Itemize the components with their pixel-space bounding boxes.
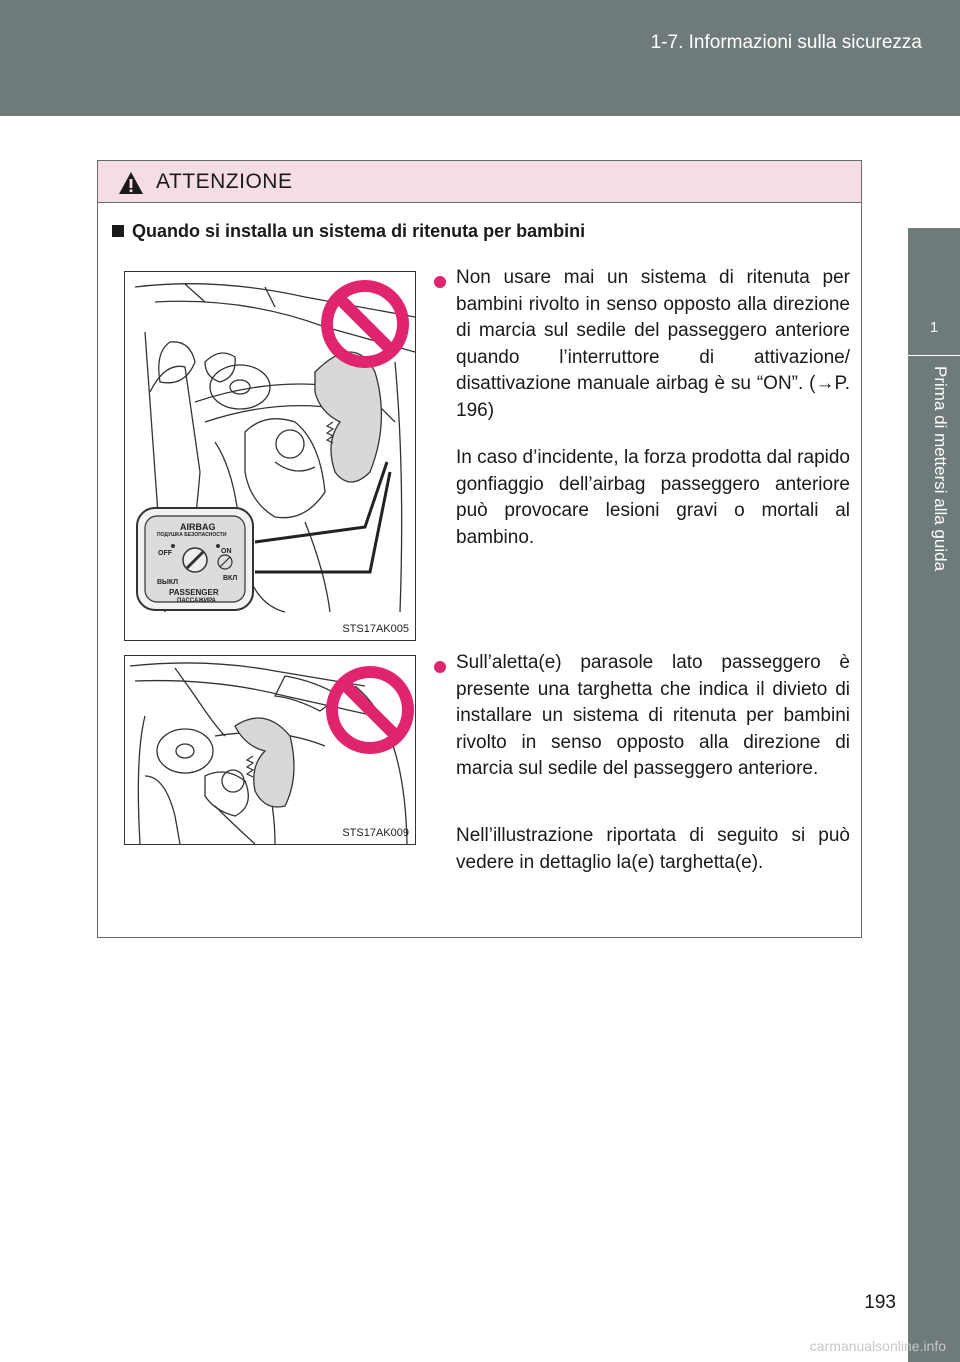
warning-triangle-icon <box>118 171 144 195</box>
illustration-sun-visor <box>124 655 416 845</box>
switch-label-passenger: PASSENGER <box>169 588 219 597</box>
chapter-number-tab <box>908 228 960 356</box>
warning-box <box>97 160 862 938</box>
switch-label-airbag: AIRBAG <box>180 522 216 532</box>
section-title: 1-7. Informazioni sulla sicurezza <box>650 32 922 53</box>
square-bullet-icon <box>112 225 124 237</box>
section-heading <box>112 221 585 242</box>
car-interior-sun-visor-illustration <box>125 656 415 844</box>
switch-label-off: OFF <box>158 550 172 557</box>
illustration-airbag-switch <box>124 271 416 641</box>
header-bar <box>0 0 960 116</box>
switch-label-passenger-ru: ПАССАЖИРА <box>177 598 216 604</box>
item-2-paragraph-2: Nell’illustrazione riportata di seguito si può vedere in dettaglio la(e) targhetta(e). <box>456 825 850 873</box>
item-2-paragraph-1: Sull’aletta(e) parasole lato passeggero è presente una targhetta che indica il divieto di installare un sistema di ritenuta per bambini rivolto in senso opposto alla direzione di marcia sul sedile del passeggero anteriore. <box>456 652 850 779</box>
section-heading-text: Quando si installa un sistema di ritenuta per bambini <box>132 221 586 241</box>
switch-label-off-ru: ВЫКЛ <box>157 579 179 586</box>
chapter-title: Prima di mettersi alla guida <box>931 366 950 572</box>
switch-label-on-ru: ВКЛ <box>223 575 238 582</box>
warning-title: ATTENZIONE <box>156 170 293 193</box>
chapter-number: 1 <box>929 319 939 336</box>
illustration-code: STS17AK005 <box>342 623 409 635</box>
prohibition-bullet-icon <box>434 276 446 288</box>
page-number: 193 <box>864 1292 896 1313</box>
item-1-paragraph-1: Non usare mai un sistema di ritenuta per bambini rivolto in senso opposto alla direzione di marcia sul sedile del passeggero anteriore quando l’interruttore di attivazione/ disattivazione manuale airbag è su “ON”. (→P. 196) <box>456 267 850 421</box>
item-1-paragraph-2: In caso d’incidente, la forza prodotta dal rapido gonfiaggio dell’airbag passeggero anteriore può provocare lesioni gravi o mortali al bambino. <box>456 447 850 548</box>
watermark: carmanualsonline.info <box>809 1338 946 1354</box>
prohibition-bullet-icon <box>434 661 446 673</box>
illustration-code: STS17AK009 <box>342 827 409 839</box>
switch-label-on: ON <box>221 548 232 555</box>
warning-header <box>98 161 861 203</box>
switch-label-airbag-ru: ПОДУШКА БЕЗОПАСНОСТИ <box>157 532 227 538</box>
